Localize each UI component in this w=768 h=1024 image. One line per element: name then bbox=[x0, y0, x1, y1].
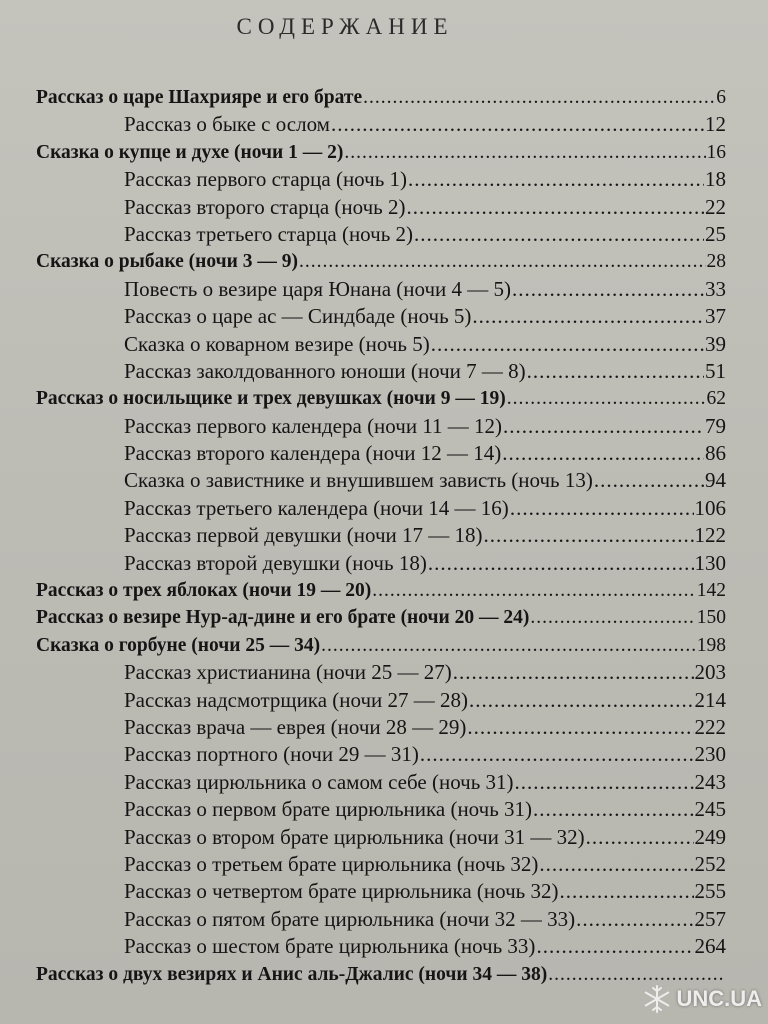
toc-page-number: 249 bbox=[694, 824, 726, 849]
toc-page-number: 122 bbox=[694, 523, 726, 548]
toc-page-number: 245 bbox=[694, 797, 726, 822]
toc-entry bbox=[36, 741, 726, 768]
toc-page-number: 62 bbox=[706, 388, 726, 410]
toc-entry-title: Рассказ о пятом брате цирюльника (ночи 32 — 33) bbox=[124, 906, 576, 931]
toc-leader-dots bbox=[512, 276, 704, 303]
toc-entry-title: Рассказ о первом брате цирюльника (ночь 31) bbox=[124, 797, 533, 822]
toc-page-number: 28 bbox=[706, 251, 726, 273]
toc-entry bbox=[36, 687, 726, 714]
toc-entry-title: Рассказ о царе Шахрияре и его брате bbox=[36, 87, 363, 108]
toc-leader-dots bbox=[331, 111, 704, 138]
toc-leader-dots bbox=[539, 851, 693, 878]
toc-page-number: 230 bbox=[694, 742, 726, 767]
toc-leader-dots bbox=[502, 440, 704, 467]
toc-entry bbox=[36, 221, 726, 248]
toc-leader-dots bbox=[414, 221, 704, 248]
toc-entry bbox=[36, 906, 726, 933]
toc-entry bbox=[36, 194, 726, 221]
snowflake-logo-icon bbox=[642, 984, 672, 1014]
toc-page-number: 243 bbox=[694, 769, 726, 794]
toc-entry-title: Рассказ надсмотрщика (ночи 27 — 28) bbox=[124, 687, 468, 712]
toc-entry bbox=[36, 659, 726, 686]
toc-entry bbox=[36, 111, 726, 138]
toc-entry bbox=[36, 139, 726, 166]
toc-entry-title: Рассказ третьего календера (ночи 14 — 16) bbox=[124, 495, 509, 520]
toc-leader-dots bbox=[420, 741, 694, 768]
toc-entry bbox=[36, 358, 726, 385]
toc-entry bbox=[36, 166, 726, 193]
toc-page-number: 37 bbox=[705, 304, 726, 329]
toc-page-number: 51 bbox=[705, 358, 726, 383]
toc-entry bbox=[36, 385, 726, 412]
toc-page-number: 203 bbox=[694, 660, 726, 685]
toc-page-number: 94 bbox=[705, 468, 726, 493]
toc-page-number: 12 bbox=[705, 112, 726, 137]
toc-entry-title: Сказка о купце и духе (ночи 1 — 2) bbox=[36, 141, 344, 163]
toc-entry bbox=[36, 550, 726, 577]
toc-leader-dots bbox=[507, 385, 706, 412]
toc-entry bbox=[36, 796, 726, 823]
toc-entry-title: Рассказ второго календера (ночи 12 — 14) bbox=[124, 441, 502, 466]
toc-entry bbox=[36, 440, 726, 467]
toc-leader-dots bbox=[453, 659, 694, 686]
toc-entry-title: Повесть о везире царя Юнана (ночи 4 — 5) bbox=[124, 276, 512, 301]
toc-leader-dots bbox=[515, 769, 694, 796]
toc-page-number: 16 bbox=[706, 141, 726, 163]
toc-entry bbox=[36, 577, 726, 604]
toc-entry-title: Рассказ первого календера (ночи 11 — 12) bbox=[124, 413, 503, 438]
toc-entry-title: Рассказ о шестом брате цирюльника (ночь 33) bbox=[124, 934, 536, 959]
toc-entry-title: Сказка о коварном везире (ночь 5) bbox=[124, 331, 430, 356]
toc-leader-dots bbox=[533, 796, 693, 823]
toc-entry-title: Рассказ третьего старца (ночь 2) bbox=[124, 221, 414, 246]
toc-leader-dots bbox=[576, 906, 693, 933]
toc-leader-dots bbox=[372, 577, 696, 604]
toc-entry-title: Сказка о горбуне (ночи 25 — 34) bbox=[36, 634, 321, 656]
toc-entry-title: Сказка о рыбаке (ночи 3 — 9) bbox=[36, 251, 298, 273]
toc-entry bbox=[36, 961, 726, 988]
toc-entry bbox=[36, 714, 726, 741]
toc-entry-title: Рассказ о двух везирях и Анис аль-Джалис (ночи 34 — 38) bbox=[36, 963, 548, 985]
toc-leader-dots bbox=[594, 467, 704, 494]
toc-entry-title: Рассказ первой девушки (ночи 17 — 18) bbox=[124, 523, 483, 548]
toc-leader-dots bbox=[472, 303, 704, 330]
toc-entry-title: Рассказ о втором брате цирюльника (ночи 31 — 32) bbox=[124, 824, 585, 849]
toc-leader-dots bbox=[536, 933, 693, 960]
toc-page-number: 33 bbox=[705, 276, 726, 301]
toc-leader-dots bbox=[527, 358, 704, 385]
toc-entry bbox=[36, 303, 726, 330]
toc-leader-dots bbox=[428, 550, 694, 577]
toc-page-number: 130 bbox=[694, 550, 726, 575]
toc-page-number: 255 bbox=[694, 879, 726, 904]
toc-leader-dots bbox=[467, 714, 693, 741]
toc-entry-title: Рассказ первого старца (ночь 1) bbox=[124, 167, 408, 192]
toc-leader-dots bbox=[503, 413, 704, 440]
toc-entry bbox=[36, 84, 726, 111]
toc-entry bbox=[36, 522, 726, 549]
toc-page-number: 18 bbox=[705, 167, 726, 192]
toc-page-number: 86 bbox=[705, 441, 726, 466]
toc-entry bbox=[36, 276, 726, 303]
page-title: СОДЕРЖАНИЕ bbox=[236, 14, 454, 39]
toc-leader-dots bbox=[363, 84, 715, 111]
toc-entry bbox=[36, 495, 726, 522]
toc-entry-title: Рассказ о везире Нур-ад-дине и его брате (ночи 20 — 24) bbox=[36, 607, 530, 629]
toc-entry bbox=[36, 933, 726, 960]
toc-page-number: 39 bbox=[705, 331, 726, 356]
toc-entry bbox=[36, 824, 726, 851]
toc-entry-title: Рассказ второго старца (ночь 2) bbox=[124, 194, 406, 219]
toc-entry-title: Рассказ о третьем брате цирюльника (ночь 32) bbox=[124, 851, 539, 876]
toc-entry-title: Рассказ о царе ас — Синдбаде (ночь 5) bbox=[124, 304, 472, 329]
toc-entry-title: Рассказ о быке с ослом bbox=[124, 112, 330, 137]
toc-page-number: 214 bbox=[694, 687, 726, 712]
toc-page-number: 150 bbox=[696, 607, 726, 629]
toc-leader-dots bbox=[469, 687, 694, 714]
toc-entry bbox=[36, 604, 726, 631]
toc-leader-dots bbox=[431, 331, 704, 358]
toc-entry bbox=[36, 331, 726, 358]
toc-page-number: 22 bbox=[705, 194, 726, 219]
toc-page-number: 142 bbox=[696, 580, 726, 602]
toc-entry-title: Сказка о завистнике и внушившем зависть (ночь 13) bbox=[124, 468, 593, 493]
watermark-text: UNC.UA bbox=[676, 986, 762, 1011]
table-of-contents bbox=[36, 84, 726, 988]
toc-page-number: 198 bbox=[696, 634, 726, 656]
toc-entry-title: Рассказ цирюльника о самом себе (ночь 31) bbox=[124, 769, 514, 794]
toc-leader-dots bbox=[530, 604, 695, 631]
toc-page-number: 79 bbox=[705, 413, 726, 438]
toc-page-number: 222 bbox=[694, 714, 726, 739]
toc-entry-title: Рассказ второй девушки (ночь 18) bbox=[124, 550, 427, 575]
toc-entry bbox=[36, 769, 726, 796]
watermark bbox=[642, 984, 762, 1014]
toc-leader-dots bbox=[344, 139, 705, 166]
toc-entry-title: Рассказ христианина (ночи 25 — 27) bbox=[124, 660, 452, 685]
toc-entry-title: Рассказ о носильщике и трех девушках (ночи 9 — 19) bbox=[36, 388, 506, 410]
toc-leader-dots bbox=[510, 495, 694, 522]
toc-page-number: 257 bbox=[694, 906, 726, 931]
toc-entry-title: Рассказ заколдованного юноши (ночи 7 — 8) bbox=[124, 358, 526, 383]
toc-leader-dots bbox=[586, 824, 694, 851]
toc-page-number: 6 bbox=[716, 87, 726, 108]
toc-entry bbox=[36, 878, 726, 905]
toc-leader-dots bbox=[484, 522, 694, 549]
toc-leader-dots bbox=[408, 166, 704, 193]
toc-entry-title: Рассказ портного (ночи 29 — 31) bbox=[124, 742, 419, 767]
toc-page-number: 252 bbox=[694, 851, 726, 876]
toc-entry bbox=[36, 632, 726, 659]
toc-page-number: 25 bbox=[705, 221, 726, 246]
toc-entry bbox=[36, 467, 726, 494]
toc-entry-title: Рассказ о трех яблоках (ночи 19 — 20) bbox=[36, 580, 372, 602]
toc-page-number: 106 bbox=[694, 495, 726, 520]
toc-leader-dots bbox=[321, 632, 696, 659]
toc-entry-title: Рассказ о четвертом брате цирюльника (ночь 32) bbox=[124, 879, 559, 904]
toc-page-number: 264 bbox=[694, 934, 726, 959]
toc-entry bbox=[36, 248, 726, 275]
toc-leader-dots bbox=[299, 248, 706, 275]
toc-entry bbox=[36, 413, 726, 440]
toc-leader-dots bbox=[560, 878, 694, 905]
toc-entry bbox=[36, 851, 726, 878]
toc-entry-title: Рассказ врача — еврея (ночи 28 — 29) bbox=[124, 714, 467, 739]
toc-leader-dots bbox=[406, 194, 704, 221]
